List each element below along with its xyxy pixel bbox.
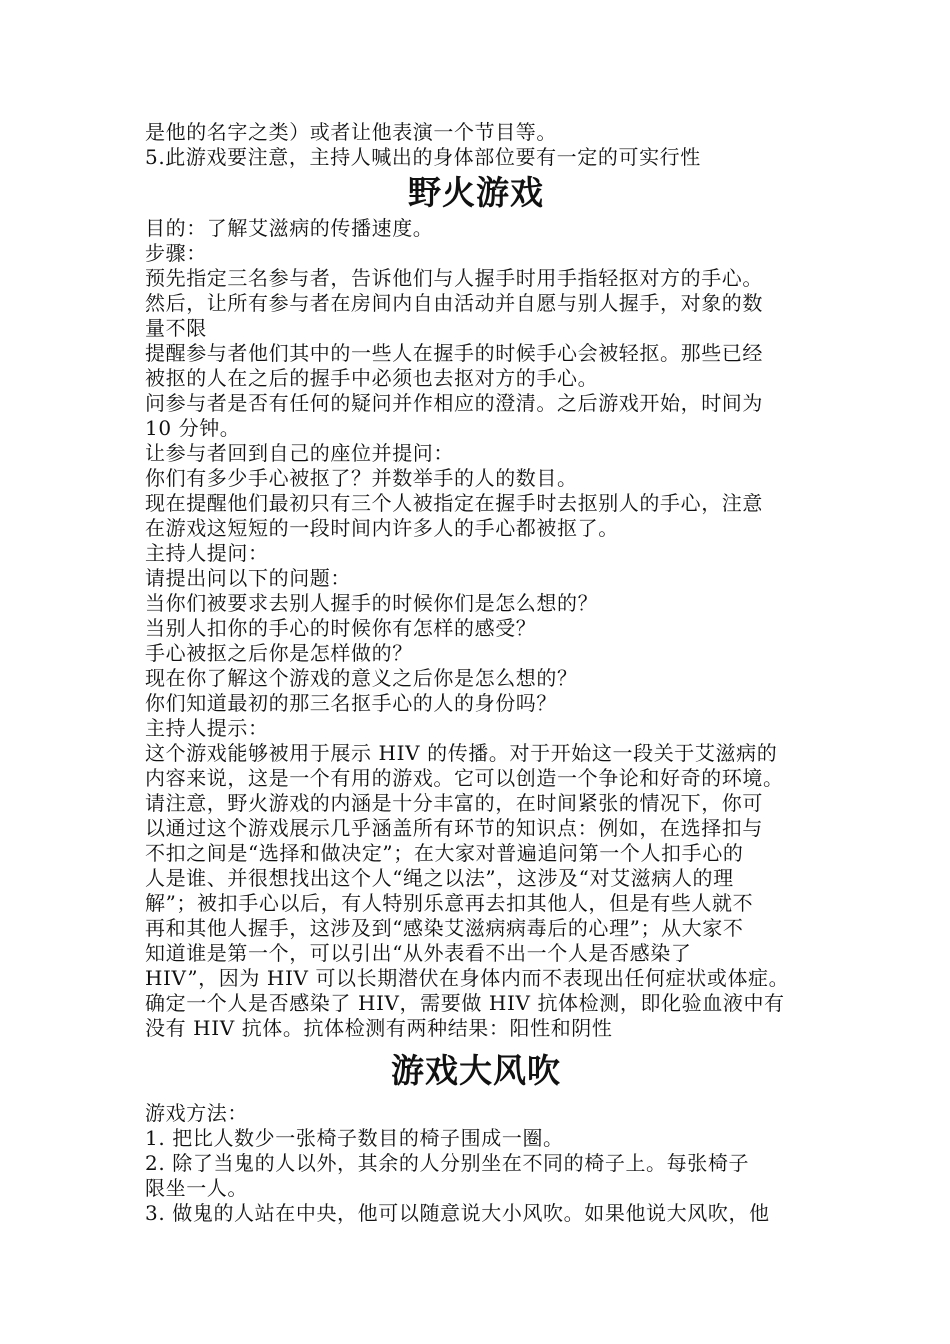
text-line: 问参与者是否有任何的疑问并作相应的澄清。之后游戏开始，时间为 [145, 391, 763, 415]
text-line: 请注意，野火游戏的内涵是十分丰富的，在时间紧张的情况下，你可 [145, 791, 763, 815]
text-line: 内容来说，这是一个有用的游戏。它可以创造一个争论和好奇的环境。 [145, 766, 784, 790]
document-page [145, 120, 815, 1226]
text-line: 预先指定三名参与者，告诉他们与人握手时用手指轻抠对方的手心。 [145, 266, 763, 290]
text-line: 在游戏这短短的一段时间内许多人的手心都被抠了。 [145, 516, 619, 540]
text-line: 确定一个人是否感染了 HIV，需要做 HIV 抗体检测，即化验血液中有 [145, 991, 785, 1015]
text-line: 没有 HIV 抗体。抗体检测有两种结果：阳性和阴性 [145, 1016, 613, 1040]
text-line: 知道谁是第一个，可以引出“从外表看不出一个人是否感染了 [145, 941, 692, 965]
text-line: 现在你了解这个游戏的意义之后你是怎么想的？ [145, 666, 578, 690]
section-title-big-wind-game: 游戏大风吹 [391, 1051, 561, 1090]
text-line: 当别人扣你的手心的时候你有怎样的感受？ [145, 616, 537, 640]
section-body-wildfire-game [145, 216, 815, 1041]
text-line: 限坐一人。 [145, 1176, 248, 1200]
text-line: 2. 除了当鬼的人以外，其余的人分别坐在不同的椅子上。每张椅子 [145, 1151, 750, 1175]
text-line: 量不限 [145, 316, 207, 340]
text-line: 请提出问以下的问题： [145, 566, 351, 590]
text-line: 人是谁、并很想找出这个人“绳之以法”，这涉及“对艾滋病人的理 [145, 866, 734, 890]
text-line: 当你们被要求去别人握手的时候你们是怎么想的？ [145, 591, 599, 615]
text-line: 让参与者回到自己的座位并提问： [145, 441, 454, 465]
text-line: 以通过这个游戏展示几乎涵盖所有环节的知识点：例如，在选择扣与 [145, 816, 763, 840]
text-line: 主持人提示： [145, 716, 269, 740]
text-line: 然后，让所有参与者在房间内自由活动并自愿与别人握手，对象的数 [145, 291, 763, 315]
text-line: 是他的名字之类）或者让他表演一个节目等。 [145, 120, 557, 144]
text-line: 你们有多少手心被抠了？并数举手的人的数目。 [145, 466, 578, 490]
text-line: 5.此游戏要注意，主持人喊出的身体部位要有一定的可实行性 [145, 145, 701, 169]
text-line: 不扣之间是“选择和做决定”；在大家对普遍追问第一个人扣手心的 [145, 841, 744, 865]
text-line: 这个游戏能够被用于展示 HIV 的传播。对于开始这一段关于艾滋病的 [145, 741, 778, 765]
intro-block [145, 120, 815, 170]
text-line: 解”；被扣手心以后，有人特别乐意再去扣其他人，但是有些人就不 [145, 891, 754, 915]
text-line: 你们知道最初的那三名抠手心的人的身份吗？ [145, 691, 557, 715]
section-title-wildfire-game: 野火游戏 [408, 173, 544, 212]
text-line: 被抠的人在之后的握手中必须也去抠对方的手心。 [145, 366, 599, 390]
section-body-big-wind-game [145, 1101, 815, 1226]
text-line: 3. 做鬼的人站在中央，他可以随意说大小风吹。如果他说大风吹，他 [145, 1201, 770, 1225]
text-line: 主持人提问： [145, 541, 269, 565]
text-line: 目的：了解艾滋病的传播速度。 [145, 216, 434, 240]
text-line: 游戏方法： [145, 1101, 248, 1125]
text-line: 步骤： [145, 241, 207, 265]
text-line: HIV”，因为 HIV 可以长期潜伏在身体内而不表现出任何症状或体症。 [145, 966, 790, 990]
text-line: 现在提醒他们最初只有三个人被指定在握手时去抠别人的手心，注意 [145, 491, 763, 515]
text-line: 提醒参与者他们其中的一些人在握手的时候手心会被轻抠。那些已经 [145, 341, 763, 365]
text-line: 手心被抠之后你是怎样做的？ [145, 641, 413, 665]
text-line: 1. 把比人数少一张椅子数目的椅子围成一圈。 [145, 1126, 564, 1150]
text-line: 10 分钟。 [145, 416, 241, 440]
text-line: 再和其他人握手，这涉及到“感染艾滋病病毒后的心理”；从大家不 [145, 916, 744, 940]
